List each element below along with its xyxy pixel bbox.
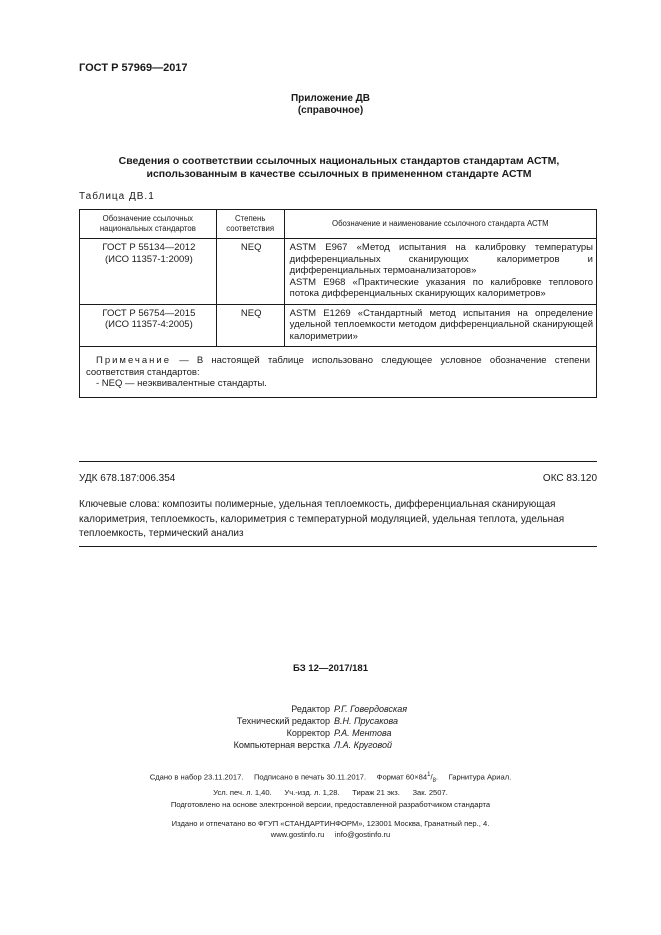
header-astm-standard: Обозначение и наименование ссылочного стандарта АСТМ [284, 210, 596, 239]
national-standard-cell [80, 304, 217, 347]
credit-role: Компьютерная верстка [233, 740, 330, 750]
udk-code: УДК 678.187:006.354 [79, 473, 176, 484]
astm-cell [284, 239, 596, 305]
astm-entry: ASTM E967 «Метод испытания на калибровку температуры дифференциальных сканирующих калориметров и дифференциальных термоанализаторов» [289, 242, 593, 276]
astm-entry: ASTM E1269 «Стандартный метод испытания на определение удельной теплоемкости методом дифференциальной сканирующей калориметрии» [289, 307, 593, 342]
publisher-line2: www.gostinfo.ru info@gostinfo.ru [270, 830, 391, 839]
table-row [80, 304, 597, 347]
header-degree: Степень соответствия [216, 210, 284, 239]
note-body: — В настоящей таблице использовано следующее условное обозначение степени соответствия стандартов: [86, 355, 590, 378]
printing-line2: Усл. печ. л. 1,40. Уч.-изд. л. 1,28. Тираж 21 экз. Зак. 2507. [213, 788, 448, 798]
keywords: Ключевые слова: композиты полимерные, удельная теплоемкость, дифференциальная сканирующая калориметрия, теплоемкость, калориметрия с температурной модуляцией, удельная теплота, удельная теплоемкость, термический анализ [79, 499, 565, 539]
table-caption: Таблица ДВ.1 [79, 191, 155, 202]
note-text [86, 355, 590, 378]
publisher-info [0, 818, 661, 840]
credit-role: Редактор [291, 704, 330, 714]
national-standard-designation: ГОСТ Р 56754—2015 [102, 307, 196, 319]
divider-bottom [79, 546, 597, 547]
annex-subtitle: (справочное) [297, 105, 364, 116]
printing-font: . Гарнитура Ариал. [435, 772, 512, 782]
astm-entry: ASTM E968 «Практические указания по калибровке теплового потока дифференциальных сканирующих калориметров» [289, 276, 593, 299]
table-note [80, 347, 597, 398]
standards-correspondence-table [79, 209, 597, 398]
degree-cell: NEQ [216, 304, 284, 347]
header-national-standard: Обозначение ссылочных национальных стандартов [80, 210, 217, 239]
credit-role: Корректор [286, 728, 330, 738]
credit-role: Технический редактор [236, 716, 330, 726]
divider-top [79, 461, 597, 462]
national-standard-designation: ГОСТ Р 55134—2012 [102, 242, 196, 253]
credit-name: Р.Г. Говердовская [334, 704, 408, 714]
national-standard-cell [80, 239, 217, 305]
section-title [79, 155, 599, 181]
credit-name: Р.А. Ментова [334, 728, 392, 738]
credit-proofreader [250, 727, 392, 739]
iso-equivalent: (ИСО 11357-4:2005) [104, 319, 193, 330]
iso-equivalent: (ИСО 11357-1:2009) [104, 253, 193, 265]
printing-line3: Подготовлено на основе электронной версии, предоставленной разработчиком стандарта [170, 800, 491, 810]
publisher-line1: Издано и отпечатано во ФГУП «СТАНДАРТИНФОРМ», 123001 Москва, Гранатный пер., 4. [171, 819, 490, 828]
degree-cell: NEQ [216, 239, 284, 305]
section-title-line2: использованным в качестве ссылочных в примененном стандарте АСТМ [146, 168, 532, 180]
table-header-row [80, 210, 597, 239]
credit-name: Л.А. Круговой [334, 740, 393, 750]
credit-editor [250, 703, 408, 715]
printing-line1: Сдано в набор 23.11.2017. Подписано в печать 30.11.2017. Формат $60\times 84^1/_8$. Гарнитура Ариал. [149, 772, 512, 785]
note-item: - NEQ — неэквивалентные стандарты. [96, 378, 267, 389]
standard-number: ГОСТ Р 57969—2017 [79, 62, 188, 74]
oks-code: ОКС 83.120 [542, 473, 597, 484]
credit-tech-editor [236, 715, 398, 727]
section-title-line1: Сведения о соответствии ссылочных национальных стандартов стандартам АСТМ, [118, 155, 560, 167]
format-sub: 8 [432, 778, 436, 785]
table-note-row [80, 347, 597, 398]
table-row [80, 239, 597, 305]
printing-info [0, 769, 661, 811]
credit-layout [233, 739, 393, 751]
bz-number: БЗ 12—2017/181 [293, 663, 368, 674]
annex-heading [0, 93, 661, 117]
annex-title: Приложение ДВ [290, 93, 371, 104]
note-label: Примечание [96, 355, 171, 366]
printing-dates-format: Сдано в набор 23.11.2017. Подписано в печать 30.11.2017. Формат 60×84 [149, 772, 428, 782]
credit-name: В.Н. Прусакова [334, 716, 398, 726]
format-sup: 1 [427, 772, 431, 778]
astm-cell [284, 304, 596, 347]
